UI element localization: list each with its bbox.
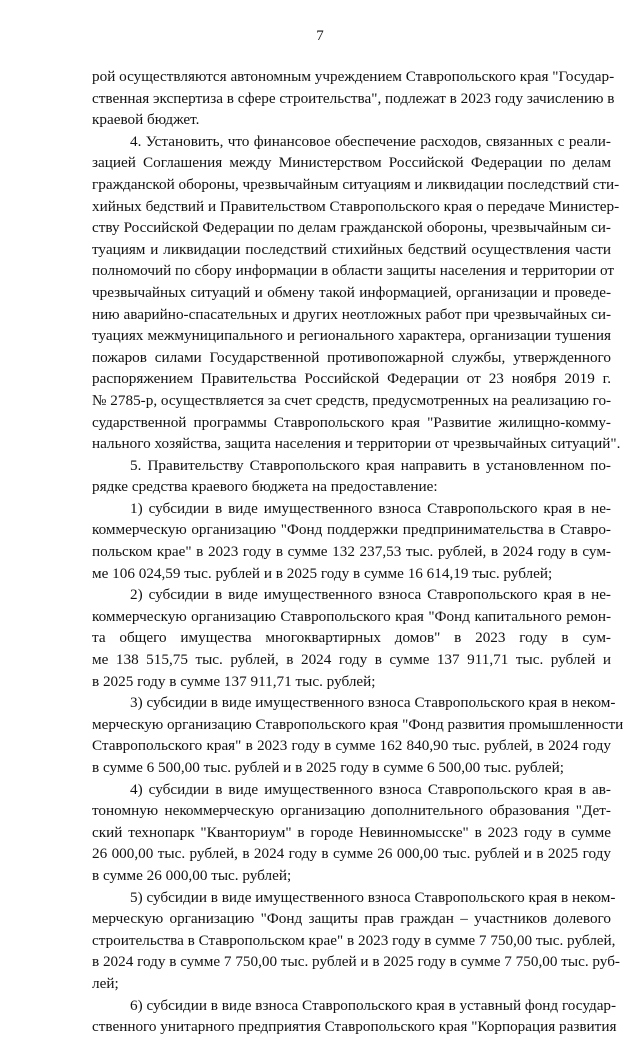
text-line: ме 138 515,75 тыс. рублей, в 2024 году в сумме 137 911,71 тыс. рублей и	[92, 651, 611, 669]
text-line: строительства в Ставропольском крае" в 2023 году в сумме 7 750,00 тыс. рублей,	[92, 931, 616, 949]
document-body	[92, 66, 624, 1038]
text-line: полномочий по сбору информации в области защиты населения и территории от	[92, 262, 615, 280]
text-line: пожаров силами Государственной противопожарной службы, утвержденного	[92, 348, 611, 366]
text-line: ме 106 024,59 тыс. рублей и в 2025 году в сумме 16 614,19 тыс. рублей;	[92, 564, 553, 582]
text-line: Ставропольского края" в 2023 году в сумме 162 840,90 тыс. рублей, в 2024 году	[92, 737, 611, 755]
text-line: 26 000,00 тыс. рублей, в 2024 году в сумме 26 000,00 тыс. рублей и в 2025 году	[92, 845, 611, 863]
text-line: тономную некоммерческую организацию дополнительного образования "Дет-	[92, 802, 611, 820]
text-line: рой осуществляются автономным учреждением Ставропольского края "Государ-	[92, 68, 615, 85]
text-line: сударственной программы Ставропольского края "Развитие жилищно-комму-	[92, 413, 611, 431]
text-line: нию аварийно-спасательных и других неотложных работ при чрезвычайных си-	[92, 305, 611, 323]
text-line: лей;	[92, 974, 119, 992]
text-line: рядке средства краевого бюджета на предоставление:	[92, 478, 438, 496]
text-line: коммерческую организацию Ставропольского края "Фонд капитального ремон-	[92, 607, 611, 625]
text-line: туациях межмуниципального и регионального характера, организации тушения	[92, 327, 611, 345]
text-line: 5) субсидии в виде имущественного взноса Ставропольского края в неком-	[130, 888, 616, 906]
text-line: нального хозяйства, защита населения и территории от чрезвычайных ситуаций".	[92, 435, 621, 453]
text-line: мерческую организацию Ставропольского края "Фонд развития промышленности	[92, 715, 624, 733]
text-line: чрезвычайных ситуаций и обмену такой информацией, организации и проведе-	[92, 283, 611, 301]
text-line: гражданской обороны, чрезвычайным ситуациям и ликвидации последствий сти-	[92, 175, 620, 193]
text-line: польском крае" в 2023 году в сумме 132 237,53 тыс. рублей, в 2024 году в сум-	[92, 543, 611, 561]
text-line: та общего имущества многоквартирных домов" в 2023 году в сум-	[92, 629, 611, 647]
text-line: № 2785-р, осуществляется за счет средств, предусмотренных на реализацию го-	[92, 391, 612, 409]
text-line: 4) субсидии в виде имущественного взноса Ставропольского края в ав-	[130, 780, 611, 798]
text-line: в 2025 году в сумме 137 911,71 тыс. рублей;	[92, 672, 376, 690]
text-line: ский технопарк "Кванториум" в городе Невинномысске" в 2023 году в сумме	[92, 823, 611, 841]
text-line: 3) субсидии в виде имущественного взноса Ставропольского края в неком-	[130, 694, 616, 712]
text-line: ственная экспертиза в сфере строительства", подлежат в 2023 году зачислению в	[92, 89, 615, 107]
text-line: краевой бюджет.	[92, 111, 200, 129]
text-line: мерческую организацию "Фонд защиты прав граждан – участников долевого	[92, 910, 611, 928]
text-line: в сумме 6 500,00 тыс. рублей и в 2025 году в сумме 6 500,00 тыс. рублей;	[92, 759, 564, 776]
text-line: 1) субсидии в виде имущественного взноса Ставропольского края в не-	[130, 499, 611, 517]
text-line: коммерческую организацию "Фонд поддержки предпринимательства в Ставро-	[92, 521, 611, 539]
text-line: зацией Соглашения между Министерством Российской Федерации по делам	[92, 154, 611, 172]
text-line: туациям и ликвидации последствий стихийных бедствий осуществления части	[92, 240, 611, 258]
text-line: 4. Установить, что финансовое обеспечение расходов, связанных с реали-	[130, 132, 611, 150]
text-line: хийных бедствий и Правительством Ставропольского края о передаче Министер-	[92, 197, 620, 215]
text-line: ству Российской Федерации по делам гражданской обороны, чрезвычайным си-	[92, 219, 611, 237]
text-line: ственного унитарного предприятия Ставропольского края "Корпорация развития	[92, 1018, 617, 1036]
text-line: 6) субсидии в виде взноса Ставропольского края в уставный фонд государ-	[130, 996, 617, 1014]
page-number: 7	[316, 28, 324, 44]
text-line: в сумме 26 000,00 тыс. рублей;	[92, 866, 292, 884]
text-line: 5. Правительству Ставропольского края направить в установленном по-	[130, 456, 611, 474]
text-line: 2) субсидии в виде имущественного взноса Ставропольского края в не-	[130, 586, 611, 604]
text-line: распоряжением Правительства Российской Федерации от 23 ноября 2019 г.	[92, 370, 611, 388]
text-line: в 2024 году в сумме 7 750,00 тыс. рублей и в 2025 году в сумме 7 750,00 тыс. руб-	[92, 953, 620, 971]
